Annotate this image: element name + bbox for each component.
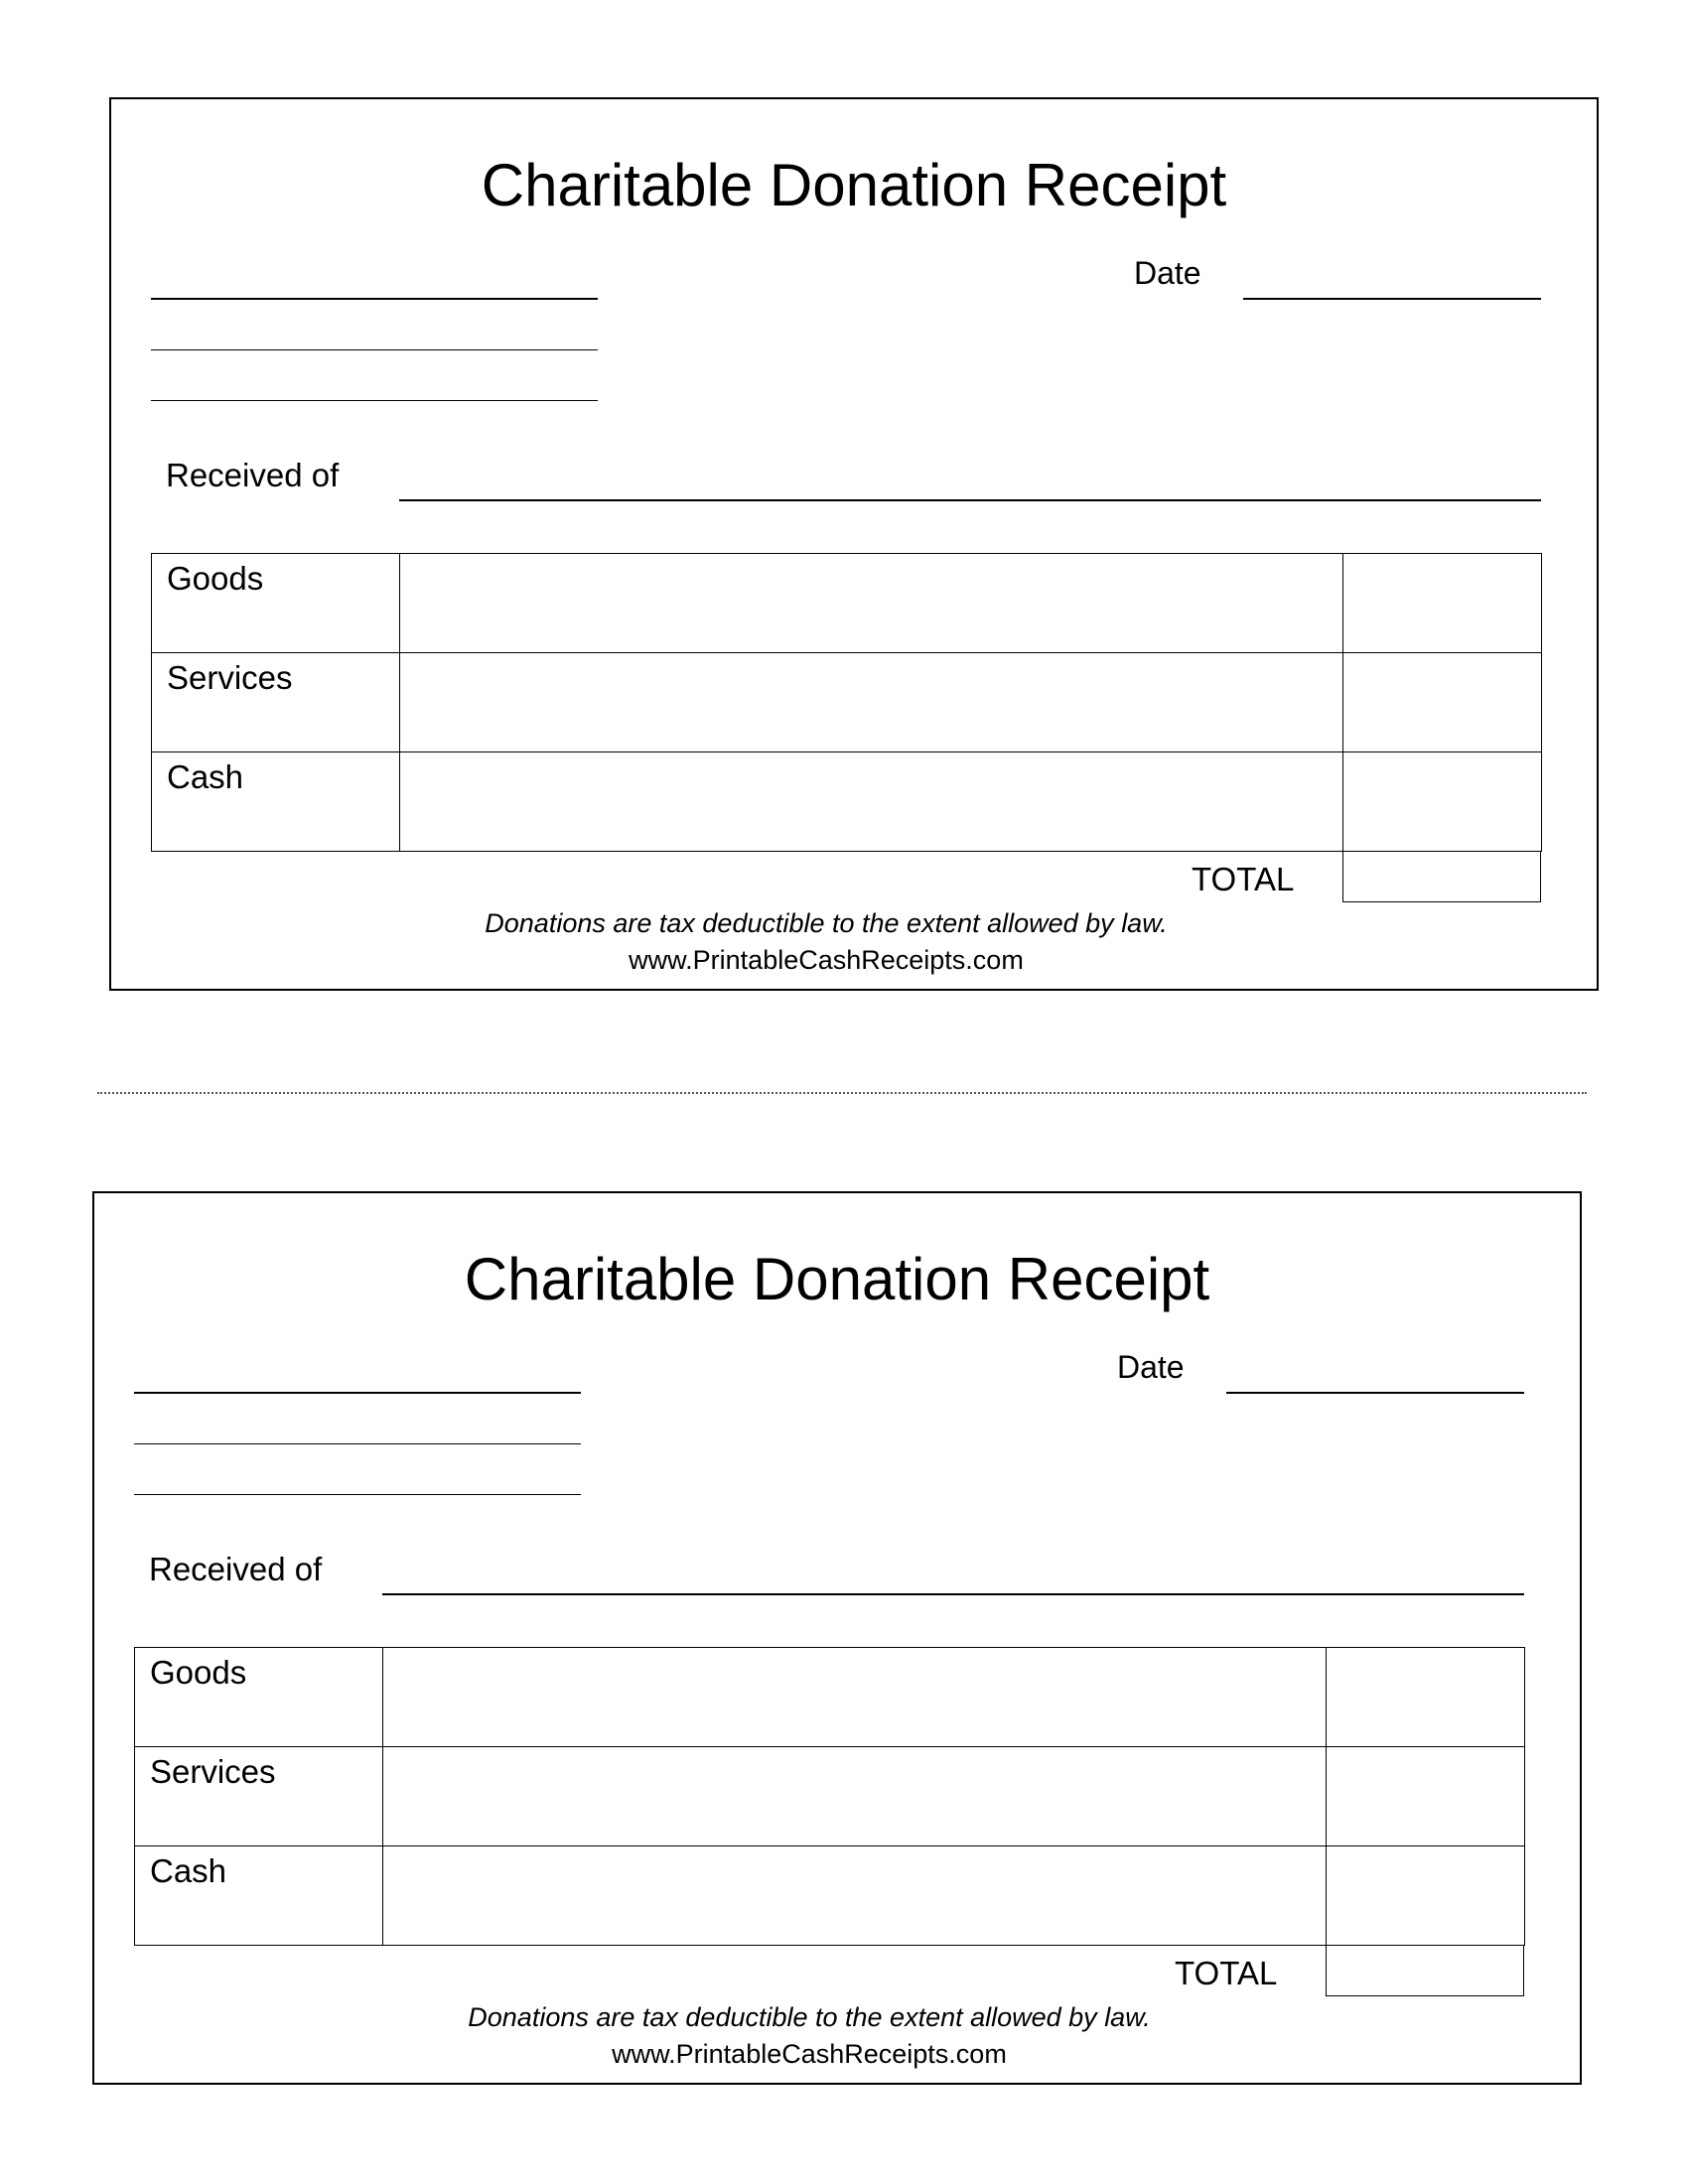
table-row [135, 1747, 1525, 1846]
donation-receipt-top [109, 97, 1599, 991]
donation-receipt-bottom [92, 1191, 1582, 2085]
table-row [135, 1648, 1525, 1747]
date-field[interactable] [1226, 1392, 1524, 1394]
received-of-field[interactable] [399, 499, 1541, 501]
cash-amount-field[interactable] [1343, 752, 1542, 852]
date-label: Date [1134, 255, 1201, 291]
goods-label: Goods [152, 554, 400, 653]
services-label: Services [152, 653, 400, 752]
cash-description-field[interactable] [400, 752, 1343, 852]
donor-address-line-3[interactable] [151, 400, 598, 401]
website-url: www.PrintableCashReceipts.com [612, 2039, 1007, 2069]
donor-address-line-1[interactable] [151, 298, 598, 300]
cash-label: Cash [135, 1846, 383, 1946]
received-of-label: Received of [149, 1551, 323, 1587]
table-row [135, 1846, 1525, 1946]
receipt-title: Charitable Donation Receipt [464, 1246, 1210, 1312]
table-row [152, 554, 1542, 653]
donation-items-table [151, 553, 1542, 852]
total-label: TOTAL [1192, 861, 1295, 897]
services-label: Services [135, 1747, 383, 1846]
services-description-field[interactable] [383, 1747, 1327, 1846]
received-of-field[interactable] [382, 1593, 1524, 1595]
goods-amount-field[interactable] [1343, 554, 1542, 653]
date-label: Date [1117, 1349, 1185, 1385]
cash-amount-field[interactable] [1327, 1846, 1525, 1946]
total-amount-field[interactable] [1326, 1946, 1524, 1996]
cash-label: Cash [152, 752, 400, 852]
goods-description-field[interactable] [400, 554, 1343, 653]
table-row [152, 752, 1542, 852]
receipt-title: Charitable Donation Receipt [481, 152, 1227, 218]
total-label: TOTAL [1175, 1955, 1278, 1991]
donor-address-line-2[interactable] [134, 1443, 581, 1444]
donation-items-table [134, 1647, 1525, 1946]
donor-address-line-2[interactable] [151, 349, 598, 350]
date-field[interactable] [1243, 298, 1541, 300]
cash-description-field[interactable] [383, 1846, 1327, 1946]
donor-address-line-3[interactable] [134, 1494, 581, 1495]
services-amount-field[interactable] [1343, 653, 1542, 752]
tax-disclaimer: Donations are tax deductible to the extent allowed by law. [485, 908, 1168, 938]
table-row [152, 653, 1542, 752]
website-url: www.PrintableCashReceipts.com [629, 945, 1024, 975]
tax-disclaimer: Donations are tax deductible to the extent allowed by law. [468, 2002, 1151, 2032]
goods-label: Goods [135, 1648, 383, 1747]
cut-line-divider [97, 1092, 1587, 1094]
services-amount-field[interactable] [1327, 1747, 1525, 1846]
services-description-field[interactable] [400, 653, 1343, 752]
total-amount-field[interactable] [1342, 852, 1541, 902]
donor-address-line-1[interactable] [134, 1392, 581, 1394]
goods-amount-field[interactable] [1327, 1648, 1525, 1747]
received-of-label: Received of [166, 457, 340, 493]
goods-description-field[interactable] [383, 1648, 1327, 1747]
